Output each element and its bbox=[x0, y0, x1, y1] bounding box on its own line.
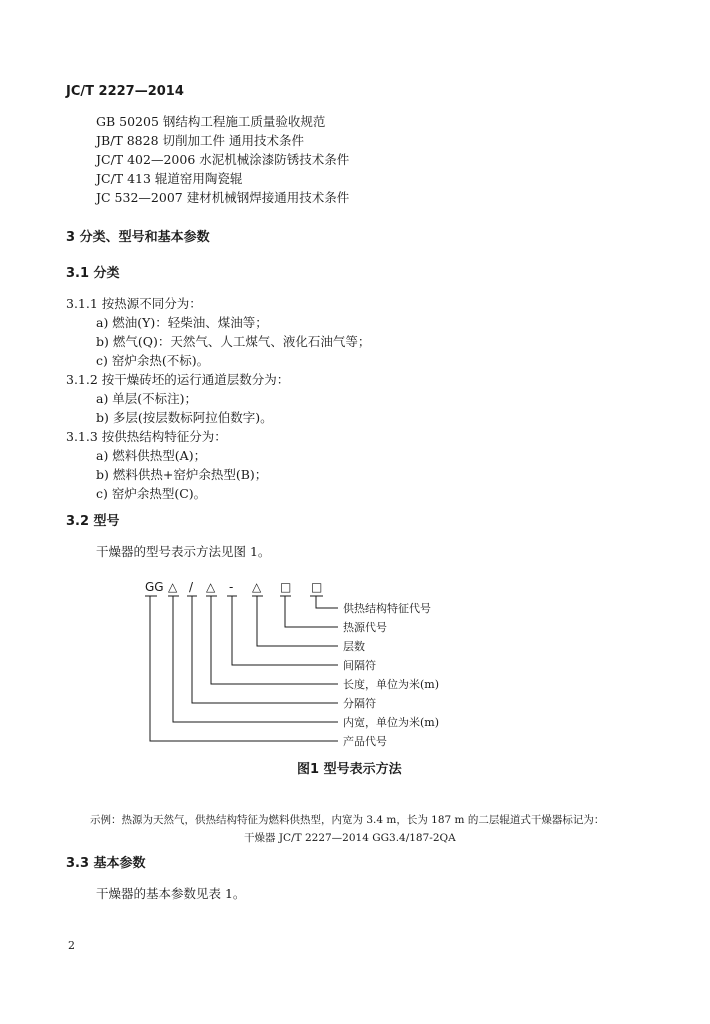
code-inner-width: △ bbox=[168, 580, 178, 594]
diagram-label: 长度，单位为米(m) bbox=[343, 678, 440, 691]
list-item: a) 单层(不标注)； bbox=[96, 391, 198, 406]
diagram-label: 间隔符 bbox=[343, 659, 376, 672]
code-separator: / bbox=[189, 580, 194, 594]
paragraph: 干燥器的型号表示方法见图 1。 bbox=[96, 544, 271, 559]
example-marking: 干燥器 JC/T 2227—2014 GG3.4/187-2QA bbox=[244, 832, 456, 844]
page-number: 2 bbox=[68, 939, 75, 952]
code-heating-structure: □ bbox=[311, 580, 323, 594]
standard-number-header: JC/T 2227—2014 bbox=[66, 84, 184, 99]
code-heat-source: □ bbox=[280, 580, 292, 594]
reference-item: JC/T 402—2006 水泥机械涂漆防锈技术条件 bbox=[96, 152, 350, 167]
paragraph: 干燥器的基本参数见表 1。 bbox=[96, 886, 246, 901]
code-product: GG bbox=[145, 580, 164, 594]
code-spacer: - bbox=[229, 580, 234, 594]
diagram-label: 分隔符 bbox=[343, 697, 376, 710]
diagram-label: 内宽，单位为米(m) bbox=[343, 716, 440, 729]
subsection-heading: 3.3 基本参数 bbox=[66, 856, 146, 871]
clause-heading: 3.1.2 按干燥砖坯的运行通道层数分为： bbox=[66, 372, 290, 387]
reference-item: JC/T 413 辊道窑用陶瓷辊 bbox=[96, 171, 243, 186]
list-item: b) 多层(按层数标阿拉伯数字)。 bbox=[96, 410, 273, 425]
reference-item: GB 50205 钢结构工程施工质量验收规范 bbox=[96, 114, 326, 129]
list-item: c) 窑炉余热型(C)。 bbox=[96, 486, 207, 501]
section-heading: 3 分类、型号和基本参数 bbox=[66, 230, 210, 245]
list-item: c) 窑炉余热(不标)。 bbox=[96, 353, 210, 368]
reference-item: JB/T 8828 切削加工件 通用技术条件 bbox=[96, 133, 304, 148]
subsection-heading: 3.1 分类 bbox=[66, 266, 120, 281]
list-item: a) 燃油(Y)：轻柴油、煤油等； bbox=[96, 315, 268, 330]
code-length: △ bbox=[206, 580, 216, 594]
subsection-heading: 3.2 型号 bbox=[66, 514, 120, 529]
diagram-label: 热源代号 bbox=[343, 621, 387, 634]
diagram-label: 产品代号 bbox=[343, 735, 387, 748]
figure-caption: 图1 型号表示方法 bbox=[297, 762, 402, 777]
reference-item: JC 532—2007 建材机械钢焊接通用技术条件 bbox=[96, 190, 350, 205]
list-item: a) 燃料供热型(A)； bbox=[96, 448, 207, 463]
clause-heading: 3.1.3 按供热结构特征分为： bbox=[66, 429, 227, 444]
list-item: b) 燃料供热+窑炉余热型(B)； bbox=[96, 467, 268, 482]
code-layers: △ bbox=[252, 580, 262, 594]
example-text: 示例：热源为天然气，供热结构特征为燃料供热型，内宽为 3.4 m，长为 187 m 的二层辊道式干燥器标记为： bbox=[90, 814, 605, 826]
clause-heading: 3.1.1 按热源不同分为： bbox=[66, 296, 202, 311]
diagram-label: 供热结构特征代号 bbox=[343, 602, 431, 615]
list-item: b) 燃气(Q)：天然气、人工煤气、液化石油气等； bbox=[96, 334, 371, 349]
diagram-label: 层数 bbox=[343, 640, 365, 653]
